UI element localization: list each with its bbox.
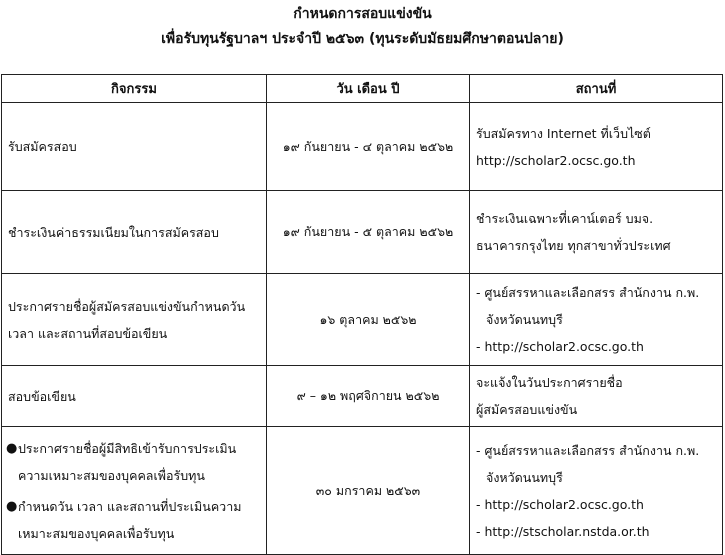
page-title: กำหนดการสอบแข่งขัน — [293, 6, 432, 22]
table-row — [2, 274, 723, 366]
table-row — [2, 103, 723, 191]
date-cell: ๙ – ๑๒ พฤศจิกายน ๒๕๖๒ — [267, 366, 470, 427]
page-subtitle: เพื่อรับทุนรัฐบาลฯ ประจำปี ๒๕๖๓ (ทุนระดับมัธยมศึกษาตอนปลาย) — [161, 31, 564, 47]
place-cell — [470, 427, 723, 555]
header-activity: กิจกรรม — [2, 75, 267, 103]
table-row — [2, 191, 723, 274]
activity-line: ประกาศรายชื่อผู้สมัครสอบแข่งขันกำหนดวัน — [8, 298, 246, 314]
place-url: - http://scholar2.ocsc.go.th — [476, 339, 644, 354]
header-place: สถานที่ — [470, 75, 723, 103]
activity-line: ความเหมาะสมของบุคคลเพื่อรับทุน — [18, 467, 205, 483]
place-cell — [470, 103, 723, 191]
date-cell: ๓๐ มกราคม ๒๕๖๓ — [267, 427, 470, 555]
date-cell: ๑๙ กันยายน - ๔ ตุลาคม ๒๕๖๒ — [267, 103, 470, 191]
activity-cell: ชำระเงินค่าธรรมเนียมในการสมัครสอบ — [2, 191, 267, 274]
place-url: - http://stscholar.nstda.or.th — [476, 523, 650, 539]
place-line: - ศูนย์สรรหาและเลือกสรร สำนักงาน ก.พ. — [476, 285, 700, 300]
table-row — [2, 427, 723, 555]
schedule-table — [1, 74, 723, 555]
place-line: จังหวัดนนทบุรี — [486, 469, 563, 485]
place-url: http://scholar2.ocsc.go.th — [476, 152, 636, 168]
place-line: จังหวัดนนทบุรี — [486, 312, 563, 327]
place-line: ชำระเงินเฉพาะที่เคาน์เตอร์ บมจ. — [476, 211, 654, 226]
place-url: - http://scholar2.ocsc.go.th — [476, 496, 644, 512]
date-cell: ๑๙ กันยายน - ๕ ตุลาคม ๒๕๖๒ — [267, 191, 470, 274]
bullet-item — [6, 493, 260, 547]
activity-line: เวลา และสถานที่สอบข้อเขียน — [8, 325, 168, 341]
activity-cell: รับสมัครสอบ — [2, 103, 267, 191]
activity-line: ประกาศรายชื่อผู้มีสิทธิเข้ารับการประเมิน — [18, 440, 237, 456]
activity-cell — [2, 274, 267, 366]
bullet-item — [6, 435, 260, 489]
activity-line: กำหนดวัน เวลา และสถานที่ประเมินความ — [18, 498, 242, 514]
table-header-row — [2, 75, 723, 103]
place-cell — [470, 191, 723, 274]
activity-line: เหมาะสมของบุคคลเพื่อรับทุน — [18, 525, 175, 541]
table-row — [2, 366, 723, 427]
place-line: ธนาคารกรุงไทย ทุกสาขาทั่วประเทศ — [476, 238, 671, 253]
place-line: จะแจ้งในวันประกาศรายชื่อ — [476, 375, 623, 390]
place-line: - ศูนย์สรรหาและเลือกสรร สำนักงาน ก.พ. — [476, 442, 700, 458]
activity-cell — [2, 427, 267, 555]
bullet-icon: ● — [6, 498, 18, 514]
place-cell — [470, 366, 723, 427]
date-cell: ๑๖ ตุลาคม ๒๕๖๒ — [267, 274, 470, 366]
activity-cell: สอบข้อเขียน — [2, 366, 267, 427]
place-cell — [470, 274, 723, 366]
place-line: ผู้สมัครสอบแข่งขัน — [476, 402, 578, 417]
bullet-icon: ● — [6, 440, 18, 456]
place-line: รับสมัครทาง Internet ที่เว็บไซต์ — [476, 125, 651, 141]
header-date: วัน เดือน ปี — [267, 75, 470, 103]
